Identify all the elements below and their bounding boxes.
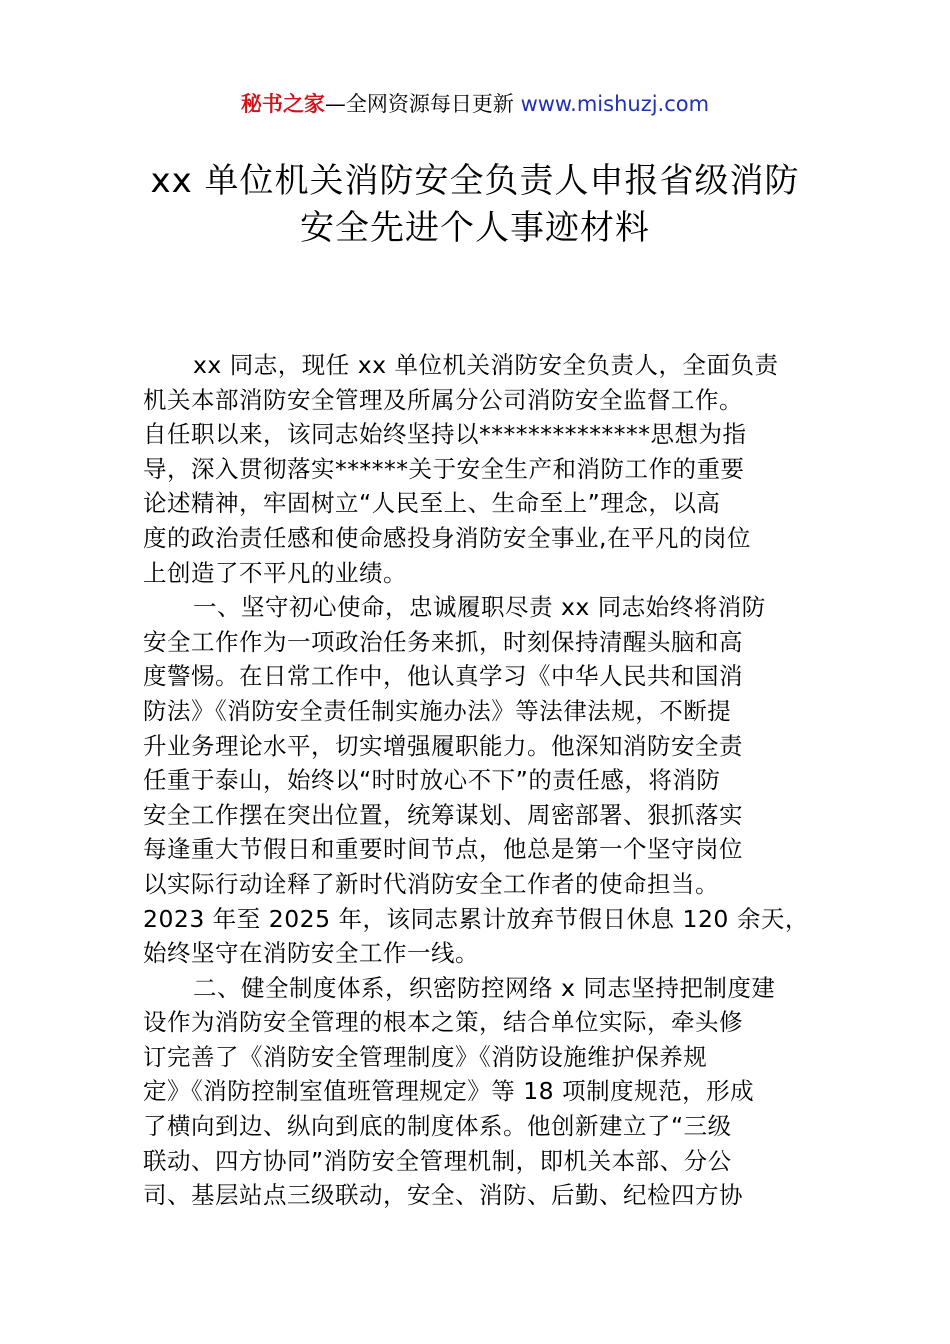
body-line: 上创造了不平凡的业绩。 bbox=[143, 558, 407, 587]
body-line: 度警惕。在日常工作中，他认真学习《中华人民共和国消 bbox=[143, 662, 743, 691]
body-line: 导，深入贯彻落实******关于安全生产和消防工作的重要 bbox=[143, 454, 745, 483]
body-line: 联动、四方协同”消防安全管理机制，即机关本部、分公 bbox=[143, 1146, 732, 1175]
body-line: 设作为消防安全管理的根本之策，结合单位实际，牵头修 bbox=[143, 1008, 743, 1037]
body-line: 订完善了《消防安全管理制度》《消防设施维护保养规 bbox=[143, 1042, 708, 1071]
body-line: 每逢重大节假日和重要时间节点，他总是第一个坚守岗位 bbox=[143, 835, 743, 864]
body-line: 度的政治责任感和使命感投身消防安全事业,在平凡的岗位 bbox=[143, 523, 751, 552]
body-line: 二、健全制度体系，织密防控网络 x 同志坚持把制度建 bbox=[193, 973, 776, 1002]
document-title bbox=[120, 158, 830, 252]
body-line: 任重于泰山，始终以“时时放心不下”的责任感，将消防 bbox=[143, 766, 721, 795]
body-line: 2023 年至 2025 年，该同志累计放弃节假日休息 120 余天， bbox=[143, 904, 809, 933]
site-url-link[interactable]: www.mishuzj.com bbox=[520, 92, 710, 116]
document-body bbox=[143, 348, 813, 1213]
body-line: xx 同志，现任 xx 单位机关消防安全负责人，全面负责 bbox=[193, 351, 779, 379]
body-line: 自任职以来，该同志始终坚持以**************思想为指 bbox=[143, 420, 747, 449]
body-line: 机关本部消防安全管理及所属分公司消防安全监督工作。 bbox=[143, 385, 743, 414]
body-line: 升业务理论水平，切实增强履职能力。他深知消防安全责 bbox=[143, 731, 743, 760]
body-line: 定》《消防控制室值班管理规定》等 18 项制度规范，形成 bbox=[143, 1077, 755, 1106]
title-line-2: 安全先进个人事迹材料 bbox=[300, 208, 650, 248]
body-line: 一、坚守初心使命，忠诚履职尽责 xx 同志始终将消防 bbox=[193, 593, 766, 622]
body-line: 安全工作作为一项政治任务来抓，时刻保持清醒头脑和高 bbox=[143, 627, 743, 656]
body-line: 防法》《消防安全责任制实施办法》等法律法规，不断提 bbox=[143, 696, 732, 725]
body-line: 以实际行动诠释了新时代消防安全工作者的使命担当。 bbox=[143, 869, 719, 898]
title-line-1: xx 单位机关消防安全负责人申报省级消防 bbox=[150, 161, 800, 201]
body-line: 了横向到边、纵向到底的制度体系。他创新建立了“三级 bbox=[143, 1112, 732, 1141]
body-line: 论述精神，牢固树立“人民至上、生命至上”理念，以高 bbox=[143, 489, 721, 518]
site-brand: 秘书之家 bbox=[240, 92, 325, 116]
site-tagline: —全网资源每日更新 bbox=[324, 92, 521, 116]
body-line: 安全工作摆在突出位置，统筹谋划、周密部署、狠抓落实 bbox=[143, 800, 743, 829]
site-header bbox=[0, 88, 950, 120]
body-line: 始终坚守在消防安全工作一线。 bbox=[143, 939, 479, 968]
body-line: 司、基层站点三级联动，安全、消防、后勤、纪检四方协 bbox=[143, 1181, 743, 1210]
